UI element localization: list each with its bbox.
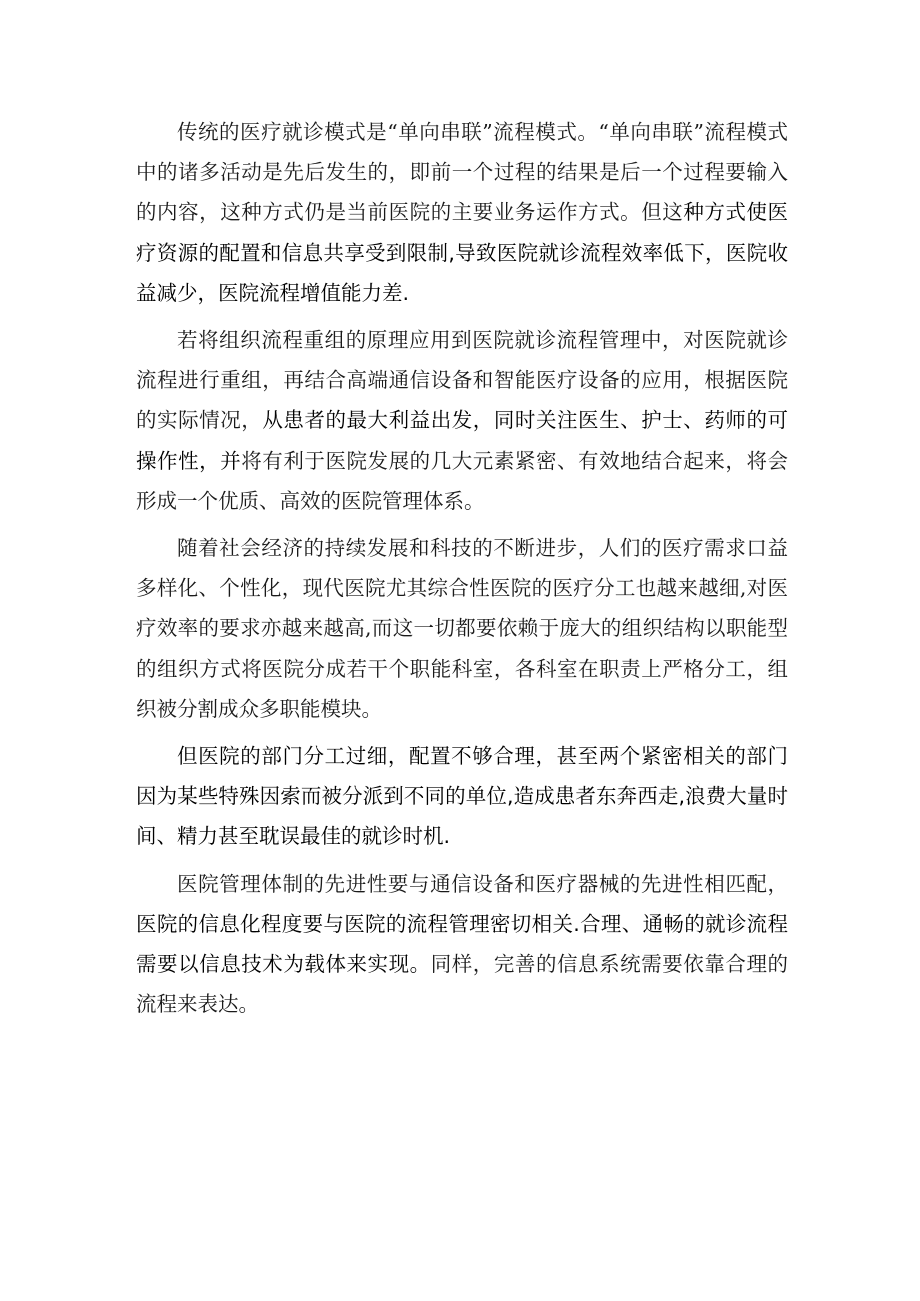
paragraph-2 <box>136 320 788 521</box>
paragraph-5-run-2: 医院的信息化程度要与医院的流程管理密切相关.合理、通畅的就诊流程需要以信息技术为载体来实现。 <box>136 911 788 977</box>
paragraph-5-run-3: 同样，完善的信息系统需要依靠合理的流程来表达。 <box>136 952 789 1017</box>
paragraph-3 <box>136 528 788 729</box>
paragraph-2-run-2: 从患者的最大利益出发，同时关注医生、护士、药师的可操作性，并 <box>136 408 789 473</box>
paragraph-1-run-1: 传统的医疗就诊模式是“单向串联”流程模式。“单向串联”流程模式中的诸多活动是先后发生的，即前一个过程的结果是后一个过程要输入的内容，这种方式仍是当前医院的主要业务运作方式。但这 <box>136 120 788 225</box>
paragraph-1 <box>136 112 788 313</box>
paragraph-4-run-1: 但医院的部门分工过细，配置不够合理，甚至两个紧密相关的部门因为某些特殊因索而被分派到不同的单位,造成患者东奔西走,浪费大量时间、精力甚至耽误最佳的就诊时机. <box>136 744 788 849</box>
paragraph-5 <box>136 864 788 1025</box>
paragraph-3-run-1: 随着社会经济的持续发展和科技的不断进步，人们的医疗需求口益多样化、个性化，现代医院尤其综合性医院的医疗分工也越来越细,对医疗效率的要求亦越来越高,而这一切都要依赖于庞大的组织结构以职能型的组织方式将医院分成若干个职能科室，各科室在职责上严格分工，组织被分割成众多职能模块。 <box>136 536 788 721</box>
paragraph-2-run-3: 将有利于医院发展的几大元素紧密、有效地结合起来，将会形成一个优质、高效的医院管理体系。 <box>136 448 788 513</box>
document-body <box>136 112 788 1024</box>
paragraph-2-run-1: 若将组织流程重组的原理应用到医院就诊流程管理中，对医院就诊流程进行重组，再结合高端通信设备和智能医疗设备的应用，根据医院的实际情况， <box>136 328 788 433</box>
paragraph-4 <box>136 736 788 857</box>
paragraph-5-run-1: 医院管理体制的先进性要与通信设备和医疗器械的先进性相匹配， <box>177 871 788 896</box>
paragraph-1-run-2: 种方式使医疗资源的配置和信息共享受到限制,导致医院就诊流程效率低下，医院收益减少，医院流程增值能力差. <box>136 200 789 305</box>
